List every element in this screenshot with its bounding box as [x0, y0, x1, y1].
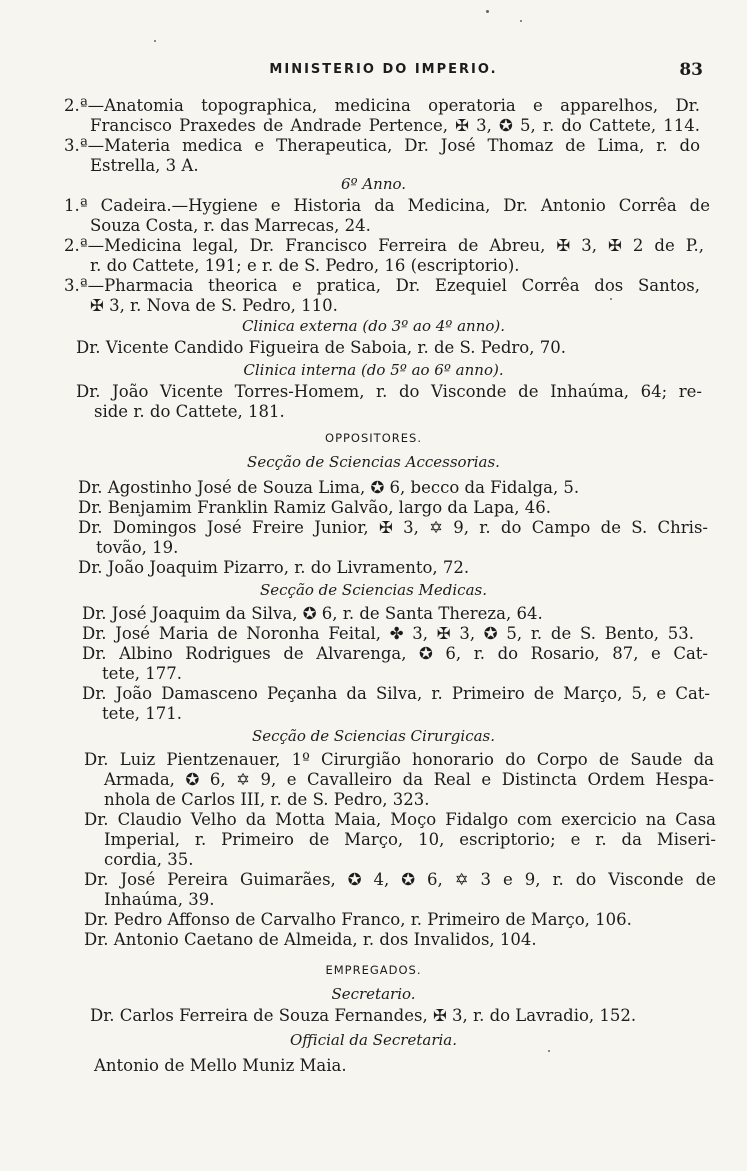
text-line: 1.ª Cadeira.—Hygiene e Historia da Medicina, Dr. Antonio Corrêa de: [64, 196, 710, 215]
page-title: MINISTERIO DO IMPERIO.: [269, 62, 498, 77]
text-line: Armada, ✪ 6, ✡ 9, e Cavalleiro da Real e Distincta Ordem Hespa-: [104, 770, 714, 789]
text-line: Dr. Antonio Caetano de Almeida, r. dos Invalidos, 104.: [84, 930, 537, 949]
section-heading: Secretario.: [331, 985, 416, 1003]
text-line: 3.ª—Pharmacia theorica e pratica, Dr. Ezequiel Corrêa dos Santos,: [64, 276, 700, 295]
scan-speck: [486, 10, 489, 13]
section-heading: Clinica interna (do 5º ao 6º anno).: [243, 361, 504, 379]
text-line: Inhaúma, 39.: [104, 890, 215, 909]
section-heading: EMPREGADOS.: [325, 963, 422, 977]
text-line: 2.ª—Medicina legal, Dr. Francisco Ferreira de Abreu, ✠ 3, ✠ 2 de P.,: [64, 236, 704, 255]
text-line: r. do Cattete, 191; e r. de S. Pedro, 16 (escriptorio).: [90, 256, 520, 275]
text-line: Dr. José Joaquim da Silva, ✪ 6, r. de Santa Thereza, 64.: [82, 604, 543, 623]
text-line: Estrella, 3 A.: [90, 156, 199, 175]
section-heading: Secção de Sciencias Cirurgicas.: [251, 727, 496, 745]
text-line: nhola de Carlos III, r. de S. Pedro, 323.: [104, 790, 430, 809]
scan-speck: [520, 20, 522, 22]
section-heading: Secção de Sciencias Medicas.: [259, 581, 487, 599]
scan-speck: [610, 298, 612, 300]
text-line: side r. do Cattete, 181.: [94, 402, 285, 421]
text-line: tete, 177.: [102, 664, 183, 683]
text-line: Dr. João Vicente Torres-Homem, r. do Visconde de Inhaúma, 64; re-: [76, 382, 702, 401]
text-line: Dr. Domingos José Freire Junior, ✠ 3, ✡ 9, r. do Campo de S. Chris-: [78, 518, 708, 537]
scan-speck: [548, 1050, 550, 1052]
text-line: Souza Costa, r. das Marrecas, 24.: [90, 216, 371, 235]
section-heading: Secção de Sciencias Accessorias.: [247, 453, 500, 471]
text-line: 3.ª—Materia medica e Therapeutica, Dr. José Thomaz de Lima, r. do: [64, 136, 700, 155]
text-line: Dr. João Damasceno Peçanha da Silva, r. Primeiro de Março, 5, e Cat-: [82, 684, 710, 703]
section-heading: Clinica externa (do 3º ao 4º anno).: [241, 317, 506, 335]
page-number: 83: [679, 60, 703, 80]
text-line: Dr. Vicente Candido Figueira de Saboia, r. de S. Pedro, 70.: [76, 338, 566, 357]
text-line: Dr. José Maria de Noronha Feital, ✤ 3, ✠ 3, ✪ 5, r. de S. Bento, 53.: [82, 624, 694, 643]
text-line: tete, 171.: [102, 704, 183, 723]
text-line: cordia, 35.: [104, 850, 194, 869]
text-line: Imperial, r. Primeiro de Março, 10, escriptorio; e r. da Miseri-: [104, 830, 716, 849]
text-line: 2.ª—Anatomia topographica, medicina operatoria e apparelhos, Dr.: [64, 96, 700, 115]
scan-speck: [154, 40, 156, 42]
section-heading: Official da Secretaria.: [290, 1031, 457, 1049]
text-line: Antonio de Mello Muniz Maia.: [94, 1056, 347, 1075]
text-line: Dr. Benjamim Franklin Ramiz Galvão, largo da Lapa, 46.: [78, 498, 551, 517]
section-heading: OPPOSITORES.: [325, 431, 422, 445]
text-line: Dr. Luiz Pientzenauer, 1º Cirurgião honorario do Corpo de Saude da: [84, 750, 714, 769]
text-line: ✠ 3, r. Nova de S. Pedro, 110.: [90, 296, 338, 315]
text-line: Francisco Praxedes de Andrade Pertence, ✠ 3, ✪ 5, r. do Cattete, 114.: [90, 116, 700, 135]
running-header: [60, 62, 707, 84]
text-line: Dr. José Pereira Guimarães, ✪ 4, ✪ 6, ✡ 3 e 9, r. do Visconde de: [84, 870, 716, 889]
text-line: tovão, 19.: [96, 538, 179, 557]
section-heading: 6º Anno.: [340, 175, 407, 193]
text-line: Dr. João Joaquim Pizarro, r. do Livramento, 72.: [78, 558, 470, 577]
text-line: Dr. Agostinho José de Souza Lima, ✪ 6, becco da Fidalga, 5.: [78, 478, 580, 497]
text-line: Dr. Albino Rodrigues de Alvarenga, ✪ 6, r. do Rosario, 87, e Cat-: [82, 644, 708, 663]
text-line: Dr. Claudio Velho da Motta Maia, Moço Fidalgo com exercicio na Casa: [84, 810, 716, 829]
text-line: Dr. Pedro Affonso de Carvalho Franco, r. Primeiro de Março, 106.: [84, 910, 632, 929]
text-line: Dr. Carlos Ferreira de Souza Fernandes, ✠ 3, r. do Lavradio, 152.: [90, 1006, 637, 1025]
